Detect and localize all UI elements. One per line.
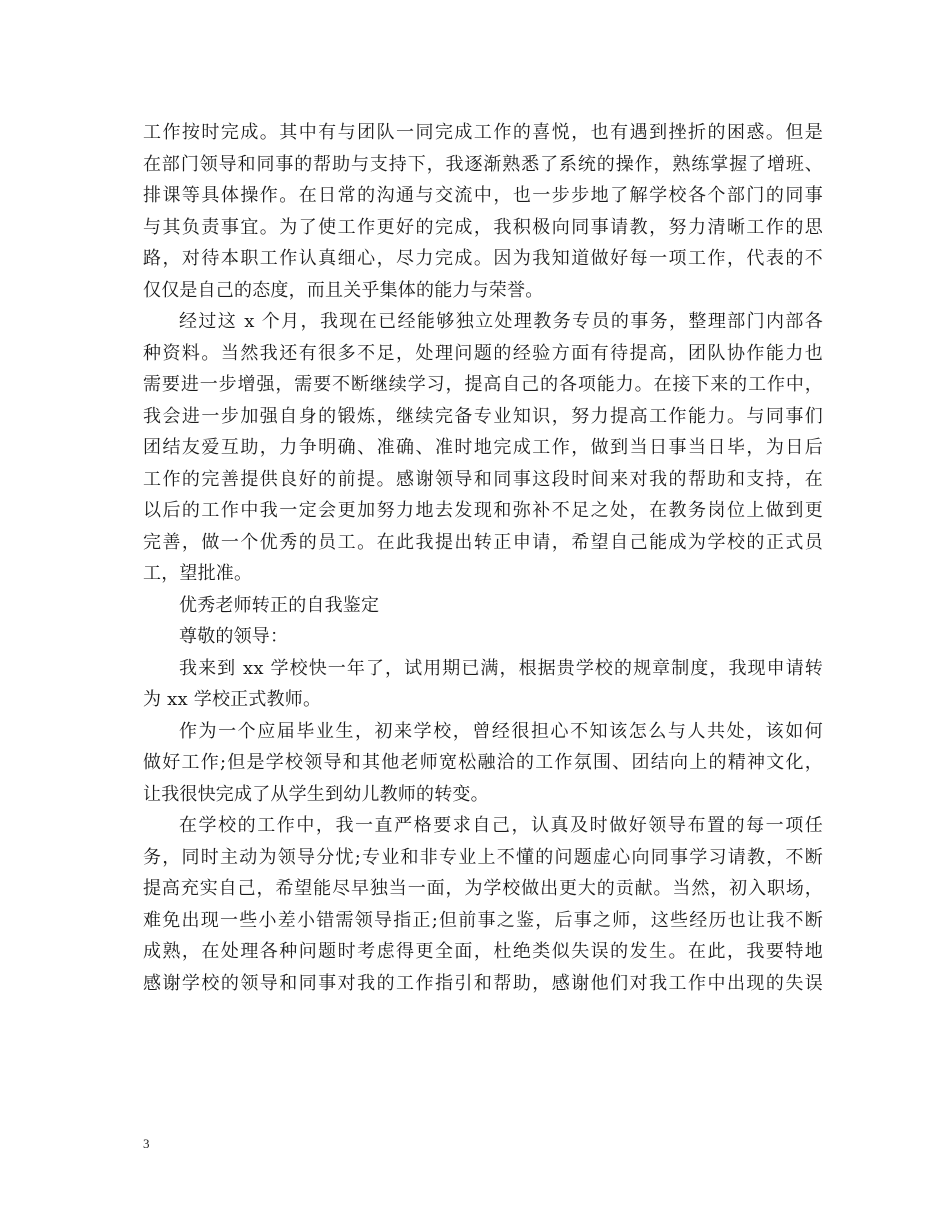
text-line: 我会进一步加强自身的锻炼，继续完备专业知识，努力提高工作能力。与同事们	[143, 405, 823, 427]
text-line: 仅仅是自己的态度，而且关乎集体的能力与荣誉。	[143, 279, 544, 301]
text-line: 做好工作;但是学校领导和其他老师宽松融洽的工作氛围、团结向上的精神文化，	[143, 752, 823, 773]
text-line: 作为一个应届毕业生，初来学校，曾经很担心不知该怎么与人共处，该如何	[179, 720, 823, 742]
text-line: 我来到 xx 学校快一年了，试用期已满，根据贵学校的规章制度，我现申请转	[179, 657, 823, 679]
text-line: 经过这 x 个月，我现在已经能够独立处理教务专员的事务，整理部门内部各	[179, 311, 823, 332]
text-line: 工作的完善提供良好的前提。感谢领导和同事这段时间来对我的帮助和支持，在	[143, 468, 823, 490]
text-line: 提高充实自己，希望能尽早独当一面，为学校做出更大的贡献。当然，初入职场，	[143, 878, 823, 899]
page-number: 3	[143, 1136, 150, 1151]
text-line: 完善，做一个优秀的员工。在此我提出转正申请，希望自己能成为学校的正式员	[143, 531, 823, 553]
text-line: 种资料。当然我还有很多不足，处理问题的经验方面有待提高，团队协作能力也	[143, 342, 823, 364]
text-line: 工作按时完成。其中有与团队一同完成工作的喜悦，也有遇到挫折的困惑。但是	[143, 122, 823, 143]
text-line: 团结友爱互助，力争明确、准确、准时地完成工作，做到当日事当日毕，为日后	[143, 437, 823, 458]
text-line: 路，对待本职工作认真细心，尽力完成。因为我知道做好每一项工作，代表的不	[143, 248, 823, 269]
text-line: 感谢学校的领导和同事对我的工作指引和帮助，感谢他们对我工作中出现的失误	[143, 972, 823, 994]
text-line: 以后的工作中我一定会更加努力地去发现和弥补不足之处，在教务岗位上做到更	[143, 500, 823, 521]
text-line: 在部门领导和同事的帮助与支持下，我逐渐熟悉了系统的操作，熟练掌握了增班、	[143, 153, 823, 175]
text-line: 优秀老师转正的自我鉴定	[179, 594, 380, 616]
text-line: 在学校的工作中，我一直严格要求自己，认真及时做好领导布置的每一项任	[179, 815, 823, 836]
text-line: 为 xx 学校正式教师。	[143, 689, 322, 710]
text-line: 务，同时主动为领导分忧;专业和非专业上不懂的问题虚心向同事学习请教，不断	[143, 846, 823, 868]
document-body	[143, 117, 823, 999]
text-line: 尊敬的领导：	[179, 626, 289, 647]
text-line: 难免出现一些小差小错需领导指正;但前事之鉴，后事之师，这些经历也让我不断	[143, 909, 823, 931]
text-line: 与其负责事宜。为了使工作更好的完成，我积极向同事请教，努力清晰工作的思	[143, 216, 823, 238]
text-line: 需要进一步增强，需要不断继续学习，提高自己的各项能力。在接下来的工作中，	[143, 374, 823, 395]
text-line: 工，望批准。	[143, 563, 253, 584]
text-line: 排课等具体操作。在日常的沟通与交流中，也一步步地了解学校各个部门的同事	[143, 185, 823, 206]
text-line: 成熟，在处理各种问题时考虑得更全面，杜绝类似失误的发生。在此，我要特地	[143, 941, 823, 962]
text-line: 让我很快完成了从学生到幼儿教师的转变。	[143, 783, 489, 805]
